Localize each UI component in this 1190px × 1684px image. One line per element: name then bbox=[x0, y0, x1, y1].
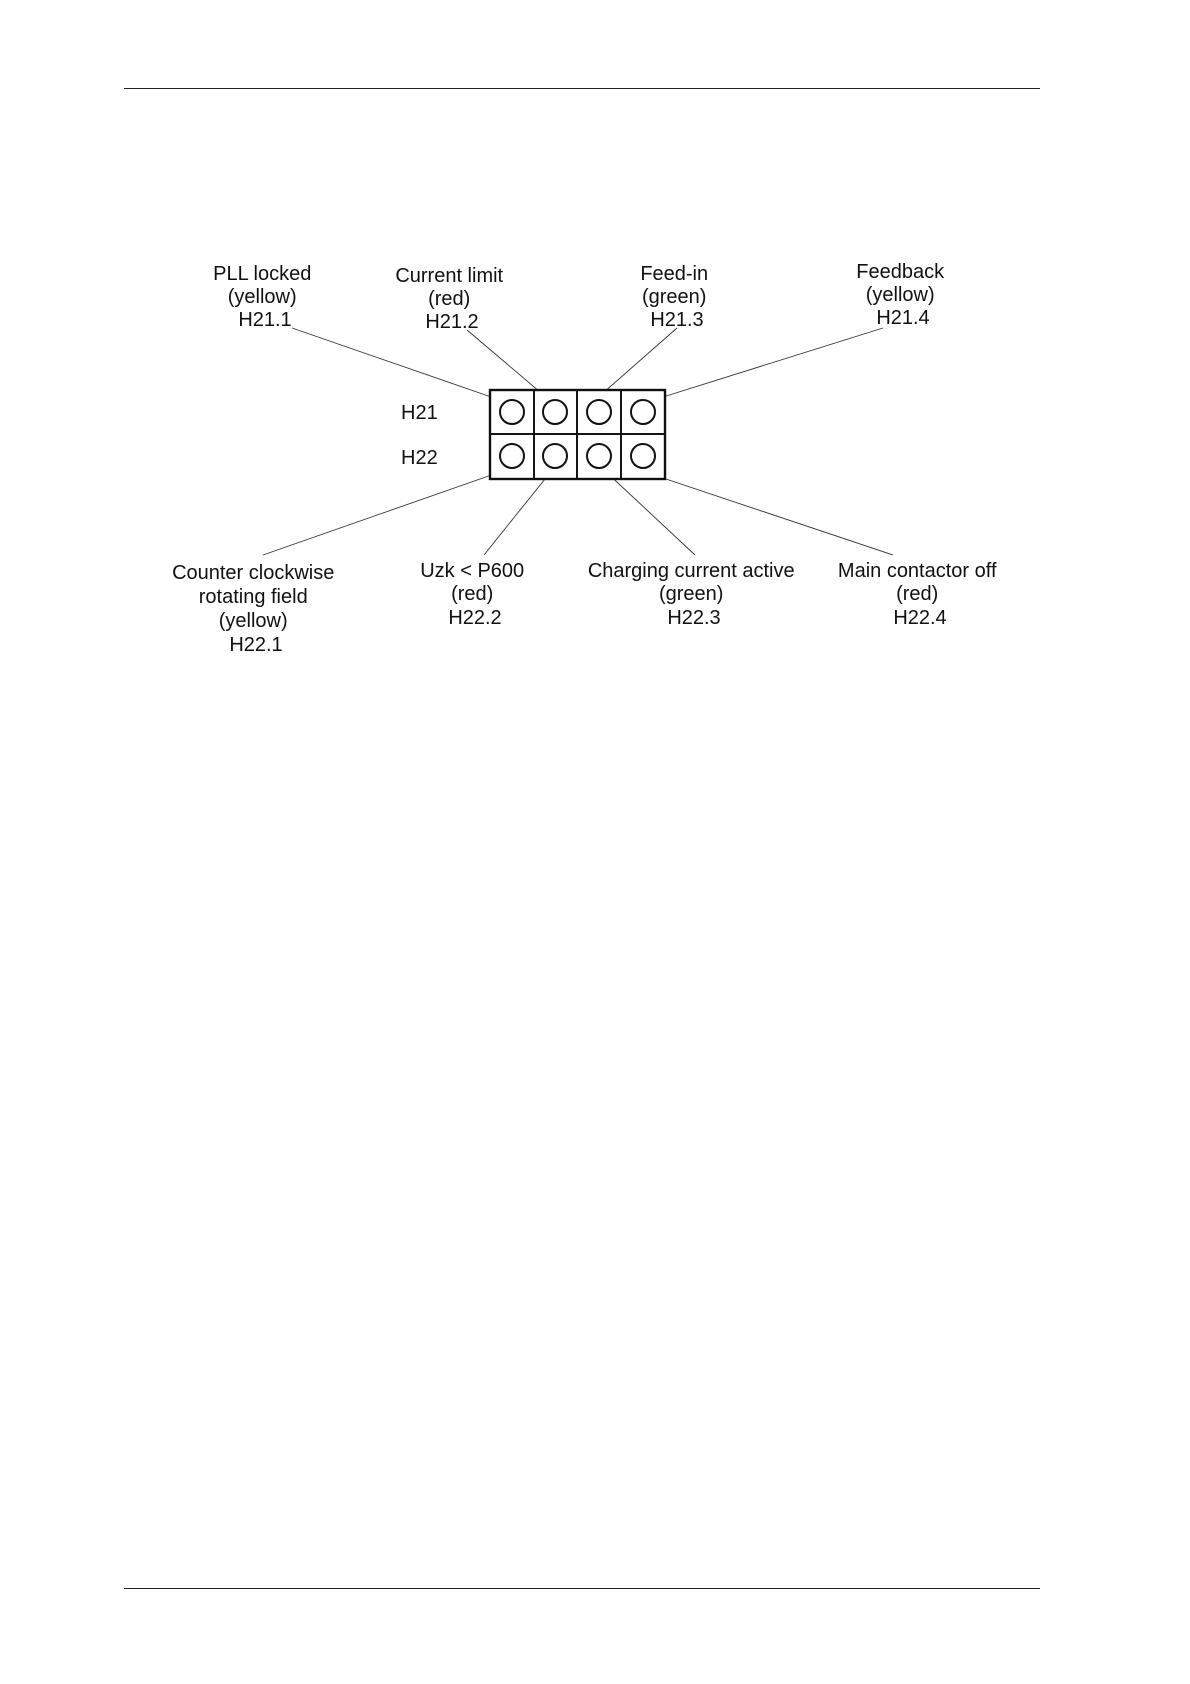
leader-h22-1 bbox=[263, 472, 500, 555]
leader-h21-1 bbox=[292, 328, 497, 399]
leader-h21-4 bbox=[663, 328, 883, 397]
callout-h22-4-line: (red) bbox=[896, 583, 939, 605]
led-h22-2-icon bbox=[543, 444, 567, 468]
callout-h22-4-line: Main contactor off bbox=[837, 560, 997, 582]
led-h21-4-icon bbox=[631, 400, 655, 424]
footer-rule bbox=[124, 1588, 1040, 1589]
led-h22-3-icon bbox=[587, 444, 611, 468]
callout-h22-3-line: (green) bbox=[658, 583, 724, 605]
callout-h22-1-line: H22.1 bbox=[229, 634, 283, 656]
callout-h21-3-line: (green) bbox=[641, 286, 707, 308]
callout-h21-3-line: Feed-in bbox=[640, 263, 709, 285]
callout-h22-3-line: Charging current active bbox=[587, 560, 795, 582]
leader-lines-bottom bbox=[263, 469, 893, 555]
led-h21-1-icon bbox=[500, 400, 524, 424]
callout-h21-4-line: H21.4 bbox=[876, 307, 930, 329]
callout-h21-2 bbox=[395, 265, 508, 333]
callout-h21-1-line: (yellow) bbox=[227, 286, 297, 308]
callout-h21-1-line: PLL locked bbox=[213, 263, 312, 285]
callout-h21-1-line: H21.1 bbox=[238, 309, 292, 331]
callout-h22-1-line: rotating field bbox=[198, 586, 308, 608]
callout-h22-2-line: H22.2 bbox=[448, 607, 502, 629]
callout-h21-4 bbox=[856, 261, 949, 329]
callout-h22-3-line: H22.3 bbox=[667, 607, 721, 629]
callout-h22-1-line: (yellow) bbox=[218, 610, 288, 632]
callout-h21-3-line: H21.3 bbox=[650, 309, 704, 331]
callout-h21-3 bbox=[640, 263, 713, 331]
callout-h22-2-line: (red) bbox=[451, 583, 494, 605]
led-panel bbox=[490, 390, 665, 479]
leader-h22-4 bbox=[639, 470, 893, 555]
callout-h22-1-line: Counter clockwise bbox=[172, 562, 335, 584]
leader-h22-2 bbox=[484, 469, 553, 555]
callout-h22-2 bbox=[420, 560, 530, 629]
callout-h22-3 bbox=[588, 560, 800, 629]
callout-h21-4-line: Feedback bbox=[856, 261, 945, 283]
callout-h21-4-line: (yellow) bbox=[865, 284, 935, 306]
led-h21-2-icon bbox=[543, 400, 567, 424]
callout-h22-2-line: Uzk < P600 bbox=[420, 560, 525, 582]
callout-h21-2-line: Current limit bbox=[395, 265, 504, 287]
callout-h22-1 bbox=[172, 562, 340, 656]
callout-h21-1 bbox=[213, 263, 317, 331]
led-h21-3-icon bbox=[587, 400, 611, 424]
callout-h21-2-line: (red) bbox=[428, 288, 471, 310]
row-label-h21: H21 bbox=[401, 402, 438, 424]
led-h22-1-icon bbox=[500, 444, 524, 468]
led-h22-4-icon bbox=[631, 444, 655, 468]
callout-h21-2-line: H21.2 bbox=[425, 311, 479, 333]
row-label-h22: H22 bbox=[401, 447, 438, 469]
callout-h22-4 bbox=[838, 560, 1002, 629]
callout-h22-4-line: H22.4 bbox=[893, 607, 947, 629]
leader-h22-3 bbox=[603, 469, 695, 555]
leader-h21-3 bbox=[603, 328, 677, 393]
